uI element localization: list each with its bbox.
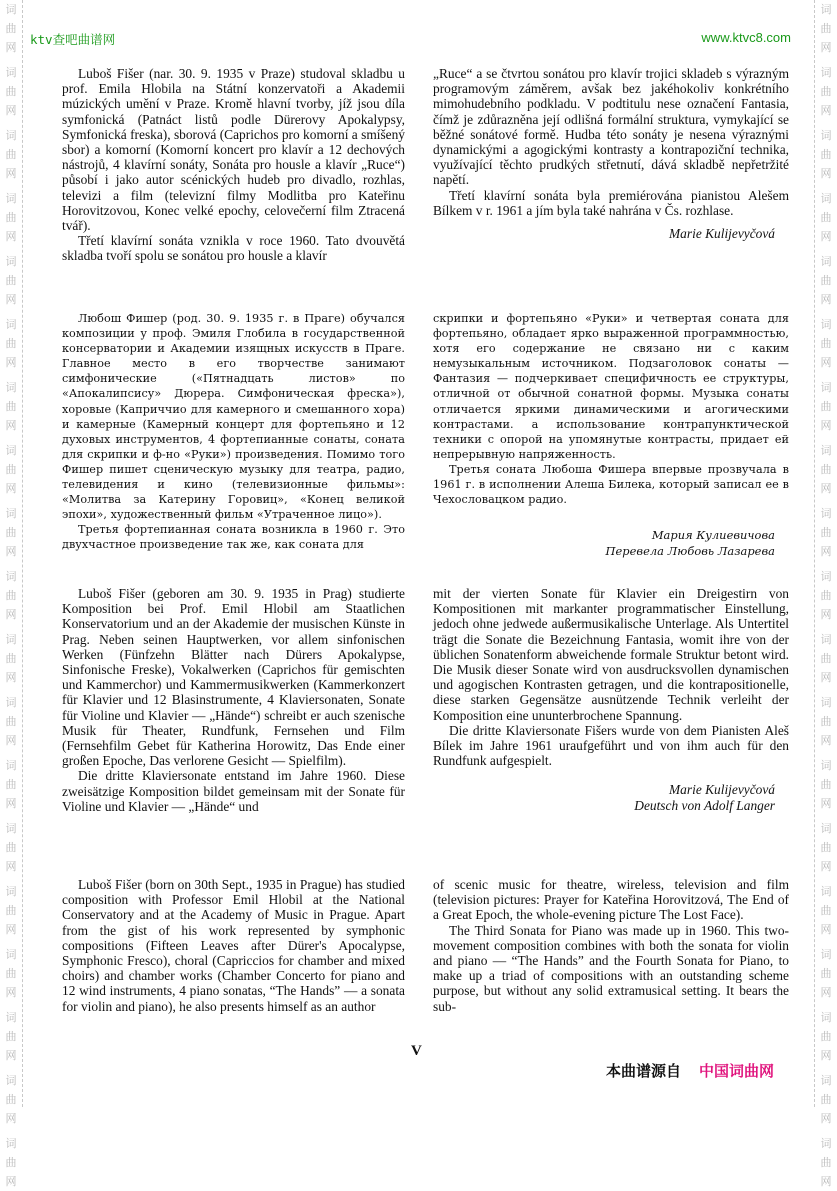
margin-watermark-char: 词 xyxy=(5,633,17,646)
margin-watermark-char: 网 xyxy=(820,104,832,117)
margin-watermark-char: 曲 xyxy=(5,526,17,539)
margin-watermark-char: 网 xyxy=(5,230,17,243)
margin-watermark-char: 网 xyxy=(820,1112,832,1125)
margin-watermark-char: 曲 xyxy=(820,967,832,980)
margin-watermark-group xyxy=(6,252,17,309)
margin-watermark-group xyxy=(821,630,832,687)
margin-watermark-group xyxy=(6,315,17,372)
margin-watermark-char: 网 xyxy=(820,545,832,558)
paragraph: Luboš Fišer (geboren am 30. 9. 1935 in Prag) studierte Komposition bei Prof. Emil Hlobil am Staatlichen Konservatorium und an der Akademie der musischen Künste in Prag. Neben seinen Hauptwerken, vor allem sinfonischen Werken (Fünfzehn Blätter nach Dürers Apokalypse, Sinfonische Freske), Vokalwerken (Caprichos für gemischten und Kammerchor) und Kammermusikwerken (Kammerkonzert für Klavier und 12 Blasinstrumente, 4 Klaviersonaten, Sonate für Violine und Klavier — „Hände“) schreibt er auch szenische Musik für Theater, Rundfunk, Fernsehen und Film (Fernsehfilm Gebet für Katherina Horowitz, Das Ende einer großen Epoche, Das verlorene Gesicht — Spielfilm). xyxy=(62,586,405,769)
margin-watermark-char: 曲 xyxy=(820,778,832,791)
margin-watermark-group xyxy=(821,567,832,624)
margin-watermark-group xyxy=(6,630,17,687)
paragraph: Die dritte Klaviersonate entstand im Jahre 1960. Diese zweisätzige Komposition bildet gemeinsam mit der Sonate für Violine und Klavier — „Hände“ und xyxy=(62,768,405,814)
margin-watermark-char: 网 xyxy=(5,482,17,495)
margin-watermark-char: 网 xyxy=(820,293,832,306)
paragraph: mit der vierten Sonate für Klavier ein Dreigestirn von Kompositionen mit markanter programmatischer Einstellung, jedoch ohne jedwede außermusikalische Unterlage. Als Untertitel trägt die Sonate die Bezeichnung Fantasia, womit ihre von der üblichen Sonatenform abweichende formale Struktur betont wird. Die Musik dieser Sonate wird von ausdrucksvollen dynamischen und agogischen Kontrasten getragen, und die kontrapositionelle, diese starken Gegensätze ausnützende Technik verleiht der Komposition eine ununterbrochene Spannung. xyxy=(433,586,789,723)
margin-watermark-char: 曲 xyxy=(820,652,832,665)
margin-watermark-group xyxy=(821,945,832,1002)
left-margin-watermark xyxy=(0,0,23,1188)
margin-watermark-char: 词 xyxy=(5,1137,17,1150)
paragraph: Третья соната Любоша Фишера впервые прозвучала в 1961 г. в исполнении Алеша Билека, который записал ее в Чехословацком радио. xyxy=(433,462,789,507)
author-signature: Marie Kulijevyčová xyxy=(669,226,775,242)
margin-watermark-group xyxy=(6,693,17,750)
czech-text-left-column xyxy=(62,66,405,264)
paragraph: of scenic music for theatre, wireless, television and film (television pictures: Prayer for Kateřina Horovitzová, The End of a Great Epoch, the whole-evening picture The Lost Face). xyxy=(433,877,789,923)
margin-watermark-char: 曲 xyxy=(820,589,832,602)
czech-text-right-column xyxy=(433,66,789,242)
margin-watermark-char: 词 xyxy=(5,255,17,268)
margin-watermark-char: 词 xyxy=(820,507,832,520)
margin-watermark-group xyxy=(6,1071,17,1128)
margin-watermark-group xyxy=(6,378,17,435)
margin-watermark-char: 网 xyxy=(5,167,17,180)
margin-watermark-char: 曲 xyxy=(820,400,832,413)
margin-watermark-char: 网 xyxy=(820,923,832,936)
margin-watermark-group xyxy=(821,189,832,246)
margin-watermark-char: 网 xyxy=(5,356,17,369)
margin-watermark-char: 网 xyxy=(5,986,17,999)
author-name: Мария Кулиевичова xyxy=(651,528,775,543)
margin-watermark-char: 曲 xyxy=(820,463,832,476)
margin-watermark-char: 曲 xyxy=(5,778,17,791)
margin-watermark-group xyxy=(6,882,17,939)
author-signature xyxy=(433,782,789,814)
margin-watermark-char: 曲 xyxy=(5,211,17,224)
margin-watermark-char: 网 xyxy=(820,230,832,243)
margin-watermark-char: 词 xyxy=(5,66,17,79)
paragraph: Luboš Fišer (born on 30th Sept., 1935 in Prague) has studied composition with Professor Emil Hlobil at the National Conservatory and at the Academy of Music in Prague. Apart from the gist of his work represented by symphonic compositions (Fifteen Leaves after Dürer's Apocalypse, Symphonic Fresco), choral (Capriccios for chamber and mixed choirs) and chamber works (Chamber Concerto for piano and 12 wind instruments, 4 piano sonatas, “The Hands” — a sonata for violin and piano), he also presents himself as an author xyxy=(62,877,405,1014)
english-text-right-column xyxy=(433,877,789,1014)
margin-watermark-char: 网 xyxy=(5,797,17,810)
margin-watermark-char: 词 xyxy=(820,1074,832,1087)
margin-watermark-group xyxy=(6,63,17,120)
source-credit xyxy=(606,1060,774,1081)
russian-text-right-column xyxy=(433,311,789,559)
margin-watermark-char: 曲 xyxy=(820,337,832,350)
margin-watermark-char: 词 xyxy=(5,822,17,835)
margin-watermark-char: 曲 xyxy=(820,274,832,287)
margin-watermark-char: 曲 xyxy=(820,85,832,98)
margin-watermark-char: 曲 xyxy=(820,1156,832,1169)
translator-credit: Deutsch von Adolf Langer xyxy=(634,798,775,814)
paragraph: „Ruce“ a se čtvrtou sonátou pro klavír trojici skladeb s výrazným programovým záměrem, avšak bez jakéhokoliv konkrétního mimohudebního podkladu. V podtitulu nese označení Fantasia, čímž je zdůrazněna její odlišná formální struktura, vymykající se běžné sonátové formě. Hudba této sonáty je nesena výraznými dynamickými a agogickými kontrasty a kontrapoziční technika, využívající těchto prudkých střetnutí, dává skladbě nepřetržité napětí. xyxy=(433,66,789,188)
margin-watermark-char: 词 xyxy=(820,255,832,268)
margin-watermark-char: 词 xyxy=(820,948,832,961)
margin-watermark-char: 曲 xyxy=(5,841,17,854)
margin-watermark-char: 词 xyxy=(5,192,17,205)
margin-watermark-char: 网 xyxy=(5,104,17,117)
margin-watermark-char: 网 xyxy=(820,734,832,747)
margin-watermark-group xyxy=(821,0,832,57)
margin-watermark-char: 网 xyxy=(5,860,17,873)
margin-watermark-char: 词 xyxy=(5,1074,17,1087)
paragraph: The Third Sonata for Piano was made up in 1960. This two-movement composition combines with both the sonata for violin and piano — “The Hands” and the Fourth Sonata for Piano, to make up a triad of compositions with an outstanding scheme purpose, but without any solid extramusical setting. It bears the sub- xyxy=(433,922,789,1014)
margin-watermark-char: 网 xyxy=(5,671,17,684)
margin-watermark-group xyxy=(6,126,17,183)
margin-watermark-char: 词 xyxy=(5,948,17,961)
margin-watermark-group xyxy=(6,441,17,498)
margin-watermark-char: 网 xyxy=(820,482,832,495)
german-text-right-column xyxy=(433,586,789,814)
margin-watermark-char: 曲 xyxy=(820,22,832,35)
margin-watermark-char: 曲 xyxy=(820,1030,832,1043)
margin-watermark-char: 网 xyxy=(820,608,832,621)
margin-watermark-char: 网 xyxy=(820,167,832,180)
margin-watermark-char: 词 xyxy=(5,3,17,16)
watermark-site-url: www.ktvc8.com xyxy=(701,30,791,45)
author-name: Marie Kulijevyčová xyxy=(669,782,775,798)
margin-watermark-group xyxy=(821,378,832,435)
margin-watermark-char: 词 xyxy=(820,3,832,16)
margin-watermark-char: 词 xyxy=(5,507,17,520)
margin-watermark-group xyxy=(6,945,17,1002)
margin-watermark-char: 网 xyxy=(5,293,17,306)
margin-watermark-group xyxy=(821,504,832,561)
margin-watermark-group xyxy=(6,567,17,624)
margin-watermark-char: 网 xyxy=(820,671,832,684)
margin-watermark-char: 曲 xyxy=(5,652,17,665)
margin-watermark-char: 词 xyxy=(5,759,17,772)
margin-watermark-char: 网 xyxy=(820,986,832,999)
margin-watermark-char: 曲 xyxy=(5,904,17,917)
margin-watermark-char: 曲 xyxy=(820,715,832,728)
margin-watermark-char: 词 xyxy=(820,1011,832,1024)
margin-watermark-group xyxy=(6,819,17,876)
margin-watermark-group xyxy=(821,819,832,876)
author-signature xyxy=(433,527,789,559)
margin-watermark-group xyxy=(6,1008,17,1065)
margin-watermark-char: 词 xyxy=(5,570,17,583)
paragraph: Třetí klavírní sonáta vznikla v roce 1960. Tato dvouvětá skladba tvoří spolu se sonátou pro housle a klavír xyxy=(62,233,405,264)
margin-watermark-char: 词 xyxy=(820,129,832,142)
margin-watermark-char: 曲 xyxy=(820,841,832,854)
margin-watermark-char: 词 xyxy=(820,885,832,898)
margin-watermark-char: 网 xyxy=(820,1175,832,1188)
margin-watermark-char: 曲 xyxy=(5,1156,17,1169)
margin-watermark-group xyxy=(821,63,832,120)
margin-watermark-group xyxy=(821,252,832,309)
margin-watermark-char: 词 xyxy=(5,696,17,709)
margin-watermark-char: 网 xyxy=(5,1112,17,1125)
source-label: 本曲谱源自 xyxy=(606,1062,682,1080)
margin-watermark-char: 词 xyxy=(5,129,17,142)
paragraph: Luboš Fišer (nar. 30. 9. 1935 v Praze) studoval skladbu u prof. Emila Hlobila na Státní konzervatoři a Akademii múzických umění v Praze. Kromě hlavní tvorby, jíž jsou díla symfonická (Patnáct listů podle Dürerovy Apokalypsy, Symfonická freska), sborová (Caprichos pro komorní a smíšený sbor) a komorní (Komorní koncert pro klavír a 12 dechových nástrojů, 4 klavírní sonáty, Sonáta pro housle a klavír „Ruce“) působí i jako autor scénických hudeb pro divadlo, rozhlas, televizi a film (televizní filmy Modlitba pro Kateřinu Horovitzovou, Konec velké epochy, celovečerní film Ztracená tvář). xyxy=(62,66,405,234)
margin-watermark-char: 网 xyxy=(5,41,17,54)
margin-watermark-char: 词 xyxy=(820,381,832,394)
margin-watermark-char: 词 xyxy=(820,696,832,709)
margin-watermark-char: 网 xyxy=(820,356,832,369)
paragraph: Třetí klavírní sonáta byla premiérována pianistou Alešem Bílkem v r. 1961 a jím byla také nahrána v Čs. rozhlase. xyxy=(433,187,789,218)
margin-watermark-group xyxy=(6,756,17,813)
right-margin-watermark xyxy=(814,0,837,1188)
margin-watermark-char: 网 xyxy=(5,1049,17,1062)
margin-watermark-char: 词 xyxy=(5,381,17,394)
margin-watermark-group xyxy=(6,504,17,561)
german-text-left-column xyxy=(62,586,405,814)
margin-watermark-char: 曲 xyxy=(820,211,832,224)
margin-watermark-group xyxy=(821,441,832,498)
margin-watermark-group xyxy=(821,1134,832,1191)
margin-watermark-char: 词 xyxy=(820,1137,832,1150)
margin-watermark-group xyxy=(821,693,832,750)
margin-watermark-char: 网 xyxy=(820,41,832,54)
margin-watermark-char: 词 xyxy=(820,570,832,583)
watermark-site-name: ktv查吧曲谱网 xyxy=(30,32,116,47)
paragraph: Любош Фишер (род. 30. 9. 1935 г. в Праге) обучался композиции у проф. Эмиля Глобила в государственной консерватории и Академии изящных искусств в Праге. Главное место в его творчестве занимают симфонические («Пятнадцать листов» по «Апокалипсису» Дюрера. Симфоническая фреска»), хоровые (Каприччио для камерного и смешанного хора) и камерные (Камерный концерт для фортепьяно и 12 духовых инструментов, 4 фортепианные сонаты, соната для скрипки и ф-но «Руки») произведения. Помимо того Фишер пишет сценическую музыку для театра, радио, телевидения и кино (телевизионные фильмы»: «Молитва за Катерину Горовиц», «Конец великой эпохи», художественный фильм «Утраченное лицо»). xyxy=(62,312,405,522)
margin-watermark-char: 网 xyxy=(820,419,832,432)
page-number: V xyxy=(411,1043,422,1059)
paragraph: Die dritte Klaviersonate Fišers wurde von dem Pianisten Aleš Bílek im Jahre 1961 uraufgeführt und von ihm auch für den Rundfunk aufgespielt. xyxy=(433,722,789,769)
margin-watermark-char: 网 xyxy=(5,419,17,432)
paragraph: Третья фортепианная соната возникла в 1960 г. Это двухчастное произведение так же, как соната для xyxy=(62,523,405,552)
margin-watermark-group xyxy=(821,1008,832,1065)
margin-watermark-group xyxy=(821,315,832,372)
margin-watermark-char: 曲 xyxy=(820,1093,832,1106)
margin-watermark-char: 网 xyxy=(5,608,17,621)
margin-watermark-char: 网 xyxy=(5,545,17,558)
margin-watermark-char: 网 xyxy=(820,860,832,873)
russian-text-left-column xyxy=(62,311,405,553)
margin-watermark-char: 曲 xyxy=(5,274,17,287)
margin-watermark-char: 词 xyxy=(5,318,17,331)
margin-watermark-char: 网 xyxy=(5,734,17,747)
margin-watermark-char: 词 xyxy=(5,444,17,457)
margin-watermark-char: 词 xyxy=(5,885,17,898)
margin-watermark-char: 网 xyxy=(820,1049,832,1062)
margin-watermark-char: 曲 xyxy=(820,526,832,539)
margin-watermark-char: 词 xyxy=(820,318,832,331)
margin-watermark-char: 网 xyxy=(5,923,17,936)
margin-watermark-char: 曲 xyxy=(5,85,17,98)
margin-watermark-group xyxy=(821,882,832,939)
margin-watermark-char: 曲 xyxy=(5,337,17,350)
margin-watermark-group xyxy=(821,756,832,813)
margin-watermark-group xyxy=(821,126,832,183)
margin-watermark-char: 词 xyxy=(5,1011,17,1024)
margin-watermark-char: 曲 xyxy=(5,967,17,980)
margin-watermark-char: 曲 xyxy=(5,589,17,602)
margin-watermark-group xyxy=(821,1071,832,1128)
margin-watermark-char: 曲 xyxy=(5,715,17,728)
margin-watermark-char: 曲 xyxy=(5,400,17,413)
margin-watermark-char: 曲 xyxy=(820,148,832,161)
paragraph: скрипки и фортепьяно «Руки» и четвертая соната для фортепьяно, обладает ярко выраженной программностью, хотя его содержание не связано ни с каким немузыкальным источником. Подзаголовок сонаты — Фантазия — подчеркивает специфичность ее структуры, отличной от обычной сонатной формы. Музыка сонаты отличается яркими динамическими и агогическими контрастами. а использование контрапунктической техники с опорой на упомянутые контрасты, придает ей непрерывную напряженность. xyxy=(433,312,789,461)
margin-watermark-char: 词 xyxy=(820,444,832,457)
margin-watermark-char: 词 xyxy=(820,822,832,835)
translator-credit: Перевела Любовь Лазарева xyxy=(605,544,775,559)
margin-watermark-char: 曲 xyxy=(5,148,17,161)
margin-watermark-char: 网 xyxy=(5,1175,17,1188)
margin-watermark-group xyxy=(6,189,17,246)
source-brand: 中国词曲网 xyxy=(699,1062,775,1080)
margin-watermark-group xyxy=(6,0,17,57)
margin-watermark-char: 曲 xyxy=(5,1093,17,1106)
margin-watermark-group xyxy=(6,1134,17,1191)
margin-watermark-char: 词 xyxy=(820,633,832,646)
margin-watermark-char: 曲 xyxy=(5,22,17,35)
margin-watermark-char: 词 xyxy=(820,759,832,772)
margin-watermark-char: 曲 xyxy=(5,1030,17,1043)
margin-watermark-char: 词 xyxy=(820,66,832,79)
margin-watermark-char: 曲 xyxy=(820,904,832,917)
margin-watermark-char: 词 xyxy=(820,192,832,205)
english-text-left-column xyxy=(62,877,405,1014)
margin-watermark-char: 曲 xyxy=(5,463,17,476)
margin-watermark-char: 网 xyxy=(820,797,832,810)
